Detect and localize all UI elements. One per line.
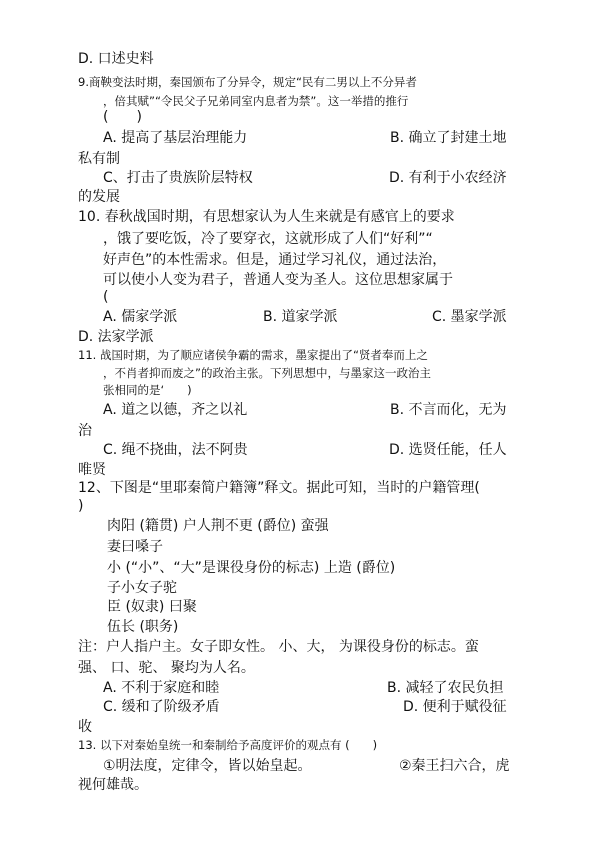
- question-10-blank: (: [103, 289, 109, 305]
- q12-option-d: D. 便利于赋役征: [403, 699, 507, 715]
- q13-view-2-cont: 视何雄哉。: [78, 777, 148, 793]
- question-9-stem-cont: ，倍其赋”“令民父子兄弟同室内息者为禁”。这一举措的推行: [103, 94, 409, 108]
- q11-option-b: B. 不言而化，无为: [390, 402, 507, 418]
- q9-option-b: B. 确立了封建土地: [390, 130, 507, 146]
- q12-option-c: C. 缓和了阶级矛盾: [103, 699, 220, 715]
- q12-option-d-cont: 收: [78, 719, 92, 735]
- q10-option-b: B. 道家学派: [263, 309, 338, 325]
- question-9-stem: 9.商鞅变法时期，秦国颁布了分异令，规定“民有二男以上不分异者: [78, 75, 417, 89]
- q12-option-a: A. 不利于家庭和睦: [103, 680, 220, 696]
- q9-option-b-cont: 私有制: [78, 151, 120, 167]
- question-9-blank: ( ): [103, 109, 142, 125]
- q10-option-a: A. 儒家学派: [103, 309, 178, 325]
- q11-option-d: D. 选贤任能，任人: [389, 442, 507, 458]
- question-11-stem-cont2: 张相同的是‘ ): [103, 383, 192, 397]
- question-12-stem-cont: ): [78, 498, 84, 514]
- register-note-cont: 强、 口、驼、 聚均为人名。: [78, 660, 255, 676]
- question-10-stem-cont3: 可以使小人变为君子，普通人变为圣人。这位思想家属于: [103, 272, 453, 288]
- q11-option-d-cont: 唯贤: [78, 462, 106, 478]
- q12-option-b: B. 减轻了农民负担: [387, 680, 504, 696]
- q13-view-1: ①明法度，定律令，皆以始皇起。: [103, 758, 312, 774]
- q11-option-c: C. 绳不挠曲，法不阿贵: [103, 442, 248, 458]
- register-line-4: 子小女子驼: [107, 580, 177, 596]
- register-line-5: 臣 (奴隶) 曰聚: [107, 599, 197, 615]
- q10-option-c: C. 墨家学派: [432, 309, 507, 325]
- q9-option-c: C、打击了贵族阶层特权: [103, 170, 253, 186]
- register-note: 注：户人指户主。女子即女性。 小、大， 为课役身份的标志。蛮: [78, 639, 479, 655]
- q13-view-2: ②秦王扫六合，虎: [399, 758, 510, 774]
- question-11-stem-cont1: ，不肖者抑而废之”的政治主张。下列思想中，与墨家这一政治主: [103, 366, 431, 380]
- q11-option-a: A. 道之以德，齐之以礼: [103, 402, 248, 418]
- question-12-stem: 12、下图是“里耶秦简户籍簿”释文。据此可知，当时的户籍管理(: [78, 480, 480, 496]
- question-10-stem-cont2: 好声色”的本性需求。但是，通过学习礼仪，通过法治，: [103, 252, 447, 268]
- q9-option-d-cont: 的发展: [78, 189, 120, 205]
- register-line-3: 小 (“小”、“大”是课役身份的标志) 上造 (爵位): [107, 560, 396, 576]
- q11-option-b-cont: 治: [78, 423, 92, 439]
- question-10-stem-cont1: ，饿了要吃饭，冷了要穿衣，这就形成了人们“好利”“: [103, 231, 433, 247]
- q10-option-d: D. 法家学派: [78, 329, 154, 345]
- question-10-stem: 10. 春秋战国时期，有思想家认为人生来就是有感官上的要求: [78, 209, 455, 225]
- question-11-stem: 11. 战国时期，为了顺应诸侯争霸的需求，墨家提出了“贤者奉而上之: [78, 348, 428, 362]
- q9-option-d: D. 有利于小农经济: [389, 170, 507, 186]
- register-line-1: 肉阳 (籍贯) 户人荆不更 (爵位) 蛮强: [107, 518, 329, 534]
- q9-option-a: A. 提高了基层治理能力: [103, 130, 248, 146]
- register-line-6: 伍长 (职务): [107, 619, 179, 635]
- question-13-stem: 13. 以下对秦始皇统一和秦制给予高度评价的观点有 ( ): [78, 738, 378, 752]
- register-line-2: 妻曰嗓子: [107, 539, 163, 555]
- option-d-q8: D. 口述史料: [78, 51, 154, 67]
